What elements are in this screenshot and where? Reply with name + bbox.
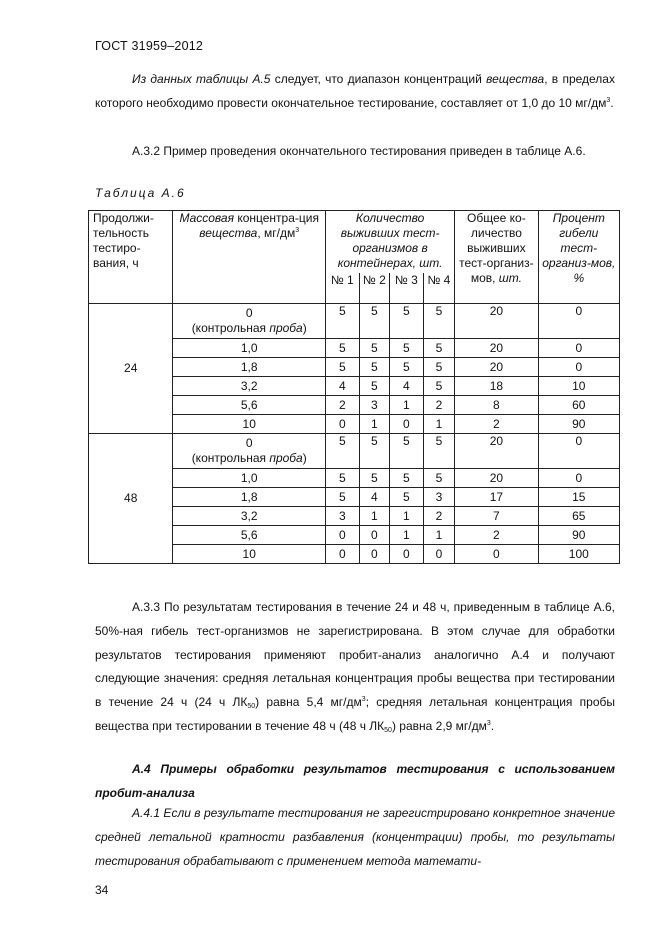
paragraph-a32: А.3.2 Пример проведения окончательного тестирования приведен в таблице А.6. xyxy=(132,144,586,158)
concentration-cell xyxy=(173,507,326,526)
total-survivors-cell: 2 xyxy=(455,415,538,434)
header-conc-part-2: концентра-ция xyxy=(234,211,319,225)
container-3-count: 0 xyxy=(390,415,424,434)
container-2-count: 5 xyxy=(359,358,390,377)
container-2-count: 1 xyxy=(359,507,390,526)
header-duration xyxy=(89,211,173,304)
container-3-count: 5 xyxy=(390,358,424,377)
container-2-count: 1 xyxy=(359,415,390,434)
header-concentration xyxy=(173,211,326,304)
concentration-cell xyxy=(173,358,326,377)
container-1-count: 4 xyxy=(326,377,360,396)
mortality-percent-cell: 0 xyxy=(538,434,619,469)
document-code-header: ГОСТ 31959–2012 xyxy=(95,39,204,53)
container-2-count: 0 xyxy=(359,545,390,564)
container-1-count: 0 xyxy=(326,526,360,545)
concentration-cell xyxy=(173,545,326,564)
container-2-count: 5 xyxy=(359,434,390,469)
total-survivors-cell: 20 xyxy=(455,304,538,339)
control-sample-note-part: проба xyxy=(269,451,303,465)
paragraph-a33-text-2: ) равна 5,4 мг/дм xyxy=(255,695,362,710)
period: . xyxy=(490,718,495,733)
header-container-1: № 1 xyxy=(326,273,360,304)
superscript: 3 xyxy=(486,719,491,727)
superscript: 3 xyxy=(295,227,300,234)
paragraph-a5-ref: Из данных таблицы А.5 xyxy=(132,72,271,86)
container-1-count: 5 xyxy=(326,469,360,488)
control-sample-note-part: проба xyxy=(269,321,303,335)
paragraph-a33-text-4: ) равна 2,9 мг/дм xyxy=(391,718,487,733)
table-row xyxy=(89,434,620,469)
container-2-count: 5 xyxy=(359,377,390,396)
container-3-count: 5 xyxy=(390,469,424,488)
mortality-percent-cell: 60 xyxy=(538,396,619,415)
duration-cell: 48 xyxy=(89,434,173,564)
total-survivors-cell: 8 xyxy=(455,396,538,415)
paragraph-a41: А.4.1 Если в результате тестирования не зарегистрировано конкретное значение средней летальной кратности разбавления (концентрации) пробы, то результаты тестирования обрабатывают с применением метода математи- xyxy=(95,806,615,868)
subscript: 50 xyxy=(247,703,256,711)
control-sample-note-part: (контрольная xyxy=(191,321,270,335)
concentration-value: 1,0 xyxy=(240,470,258,485)
container-1-count: 5 xyxy=(326,434,360,469)
mortality-percent-cell: 0 xyxy=(538,339,619,358)
container-4-count: 0 xyxy=(423,545,455,564)
concentration-value: 10 xyxy=(242,416,256,431)
mortality-percent-cell: 100 xyxy=(538,545,619,564)
mortality-percent-cell: 0 xyxy=(538,304,619,339)
concentration-value: 1,8 xyxy=(240,489,258,504)
container-4-count: 2 xyxy=(423,507,455,526)
header-container-2: № 2 xyxy=(359,273,390,304)
container-3-count: 0 xyxy=(390,545,424,564)
superscript: 3 xyxy=(361,696,366,704)
container-4-count: 5 xyxy=(423,358,455,377)
concentration-cell xyxy=(173,434,326,469)
header-duration-label: Продолжи-тельность тестиро-вания, ч xyxy=(93,211,154,270)
container-2-count: 0 xyxy=(359,526,390,545)
total-survivors-cell: 2 xyxy=(455,526,538,545)
container-1-count: 2 xyxy=(326,396,360,415)
control-sample-note-part: ) xyxy=(302,451,307,465)
superscript: 3 xyxy=(606,96,611,104)
concentration-value: 0 xyxy=(245,436,253,450)
total-survivors-cell: 20 xyxy=(455,469,538,488)
container-3-count: 1 xyxy=(390,396,424,415)
total-survivors-cell: 18 xyxy=(455,377,538,396)
concentration-value: 1,0 xyxy=(240,340,258,355)
header-conc-part-3: вещества xyxy=(199,226,258,240)
concentration-cell xyxy=(173,415,326,434)
container-2-count: 5 xyxy=(359,469,390,488)
concentration-value: 0 xyxy=(245,306,253,320)
container-4-count: 2 xyxy=(423,396,455,415)
mortality-percent-cell: 0 xyxy=(538,358,619,377)
total-survivors-cell: 7 xyxy=(455,507,538,526)
header-count-group: Количество выживших тест-организмов в контейнерах, шт. xyxy=(326,211,455,274)
concentration-cell xyxy=(173,339,326,358)
container-1-count: 0 xyxy=(326,545,360,564)
container-3-count: 1 xyxy=(390,507,424,526)
results-table xyxy=(88,210,620,564)
paragraph-a5-text-2: , в пределах которого необходимо провести окончательное тестирование, составляет от 1,0 до 10 мг/дм xyxy=(95,72,615,110)
header-conc-part-1: Массовая xyxy=(179,211,234,225)
concentration-cell xyxy=(173,396,326,415)
concentration-cell xyxy=(173,488,326,507)
paragraph-a33-text-3: ; средняя летальная концентрация пробы вещества при тестировании в течение 48 ч (48 ч ЛК xyxy=(95,695,615,733)
paragraph-a33-text-1: А.3.3 По результатам тестирования в течение 24 и 48 ч, приведенным в таблице А.6, 50%-ная гибель тест-организмов не зарегистрирована. В этом случае для обработки результатов тестирования применяют пробит-анализ аналогично А.4 и получают следующие значения: средняя летальная концентрация пробы вещества при тестировании в течение 24 ч (24 ч ЛК xyxy=(95,600,615,710)
header-container-3: № 3 xyxy=(390,273,424,304)
container-4-count: 3 xyxy=(423,488,455,507)
container-1-count: 3 xyxy=(326,507,360,526)
container-3-count: 5 xyxy=(390,434,424,469)
table-row xyxy=(89,304,620,339)
concentration-value: 10 xyxy=(242,546,256,561)
container-1-count: 5 xyxy=(326,358,360,377)
container-3-count: 5 xyxy=(390,339,424,358)
mortality-percent-cell: 0 xyxy=(538,469,619,488)
table-body xyxy=(89,304,620,564)
container-4-count: 1 xyxy=(423,526,455,545)
container-2-count: 5 xyxy=(359,304,390,339)
mortality-percent-cell: 90 xyxy=(538,415,619,434)
header-container-4: № 4 xyxy=(423,273,455,304)
header-conc-unit: , мг/дм xyxy=(257,226,296,240)
header-total-unit: шт. xyxy=(498,271,522,285)
container-4-count: 5 xyxy=(423,434,455,469)
period: . xyxy=(610,95,614,110)
container-4-count: 5 xyxy=(423,377,455,396)
control-sample-note-part: (контрольная xyxy=(191,451,270,465)
page-number: 34 xyxy=(95,883,109,897)
container-4-count: 5 xyxy=(423,304,455,339)
container-4-count: 1 xyxy=(423,415,455,434)
total-survivors-cell: 17 xyxy=(455,488,538,507)
total-survivors-cell: 20 xyxy=(455,339,538,358)
paragraph-a33 xyxy=(95,596,615,739)
container-1-count: 5 xyxy=(326,488,360,507)
header-total-label: Общее ко-личество выживших тест-организ-мов, xyxy=(459,211,534,285)
section-heading-a4: А.4 Примеры обработки результатов тестирования с использованием пробит-анализа xyxy=(95,762,615,800)
concentration-cell xyxy=(173,377,326,396)
control-sample-note xyxy=(175,451,323,466)
paragraph-a5-text-1: следует, что диапазон концентраций xyxy=(270,72,487,86)
total-survivors-cell: 20 xyxy=(455,358,538,377)
container-3-count: 5 xyxy=(390,488,424,507)
concentration-value: 5,6 xyxy=(240,527,258,542)
subscript: 50 xyxy=(384,726,392,734)
container-2-count: 4 xyxy=(359,488,390,507)
concentration-value: 1,8 xyxy=(240,359,258,374)
container-3-count: 1 xyxy=(390,526,424,545)
mortality-percent-cell: 10 xyxy=(538,377,619,396)
control-sample-note-part: ) xyxy=(302,321,307,335)
container-1-count: 0 xyxy=(326,415,360,434)
container-1-count: 5 xyxy=(326,304,360,339)
paragraph-a5-conclusion xyxy=(95,68,615,116)
duration-cell: 24 xyxy=(89,304,173,434)
container-3-count: 5 xyxy=(390,304,424,339)
control-sample-note xyxy=(175,321,323,336)
container-1-count: 5 xyxy=(326,339,360,358)
table-caption: Таблица А.6 xyxy=(95,186,186,200)
concentration-value: 3,2 xyxy=(240,378,258,393)
concentration-value: 3,2 xyxy=(240,508,258,523)
concentration-cell xyxy=(173,469,326,488)
header-total xyxy=(455,211,538,304)
paragraph-a5-substance: вещества xyxy=(486,72,545,86)
mortality-percent-cell: 90 xyxy=(538,526,619,545)
header-percent: Процент гибели тест-организ-мов, % xyxy=(538,211,619,304)
concentration-value: 5,6 xyxy=(240,397,258,412)
container-2-count: 5 xyxy=(359,339,390,358)
container-2-count: 3 xyxy=(359,396,390,415)
container-4-count: 5 xyxy=(423,339,455,358)
container-4-count: 5 xyxy=(423,469,455,488)
mortality-percent-cell: 65 xyxy=(538,507,619,526)
mortality-percent-cell: 15 xyxy=(538,488,619,507)
container-3-count: 4 xyxy=(390,377,424,396)
total-survivors-cell: 20 xyxy=(455,434,538,469)
concentration-cell xyxy=(173,304,326,339)
concentration-cell xyxy=(173,526,326,545)
total-survivors-cell: 0 xyxy=(455,545,538,564)
